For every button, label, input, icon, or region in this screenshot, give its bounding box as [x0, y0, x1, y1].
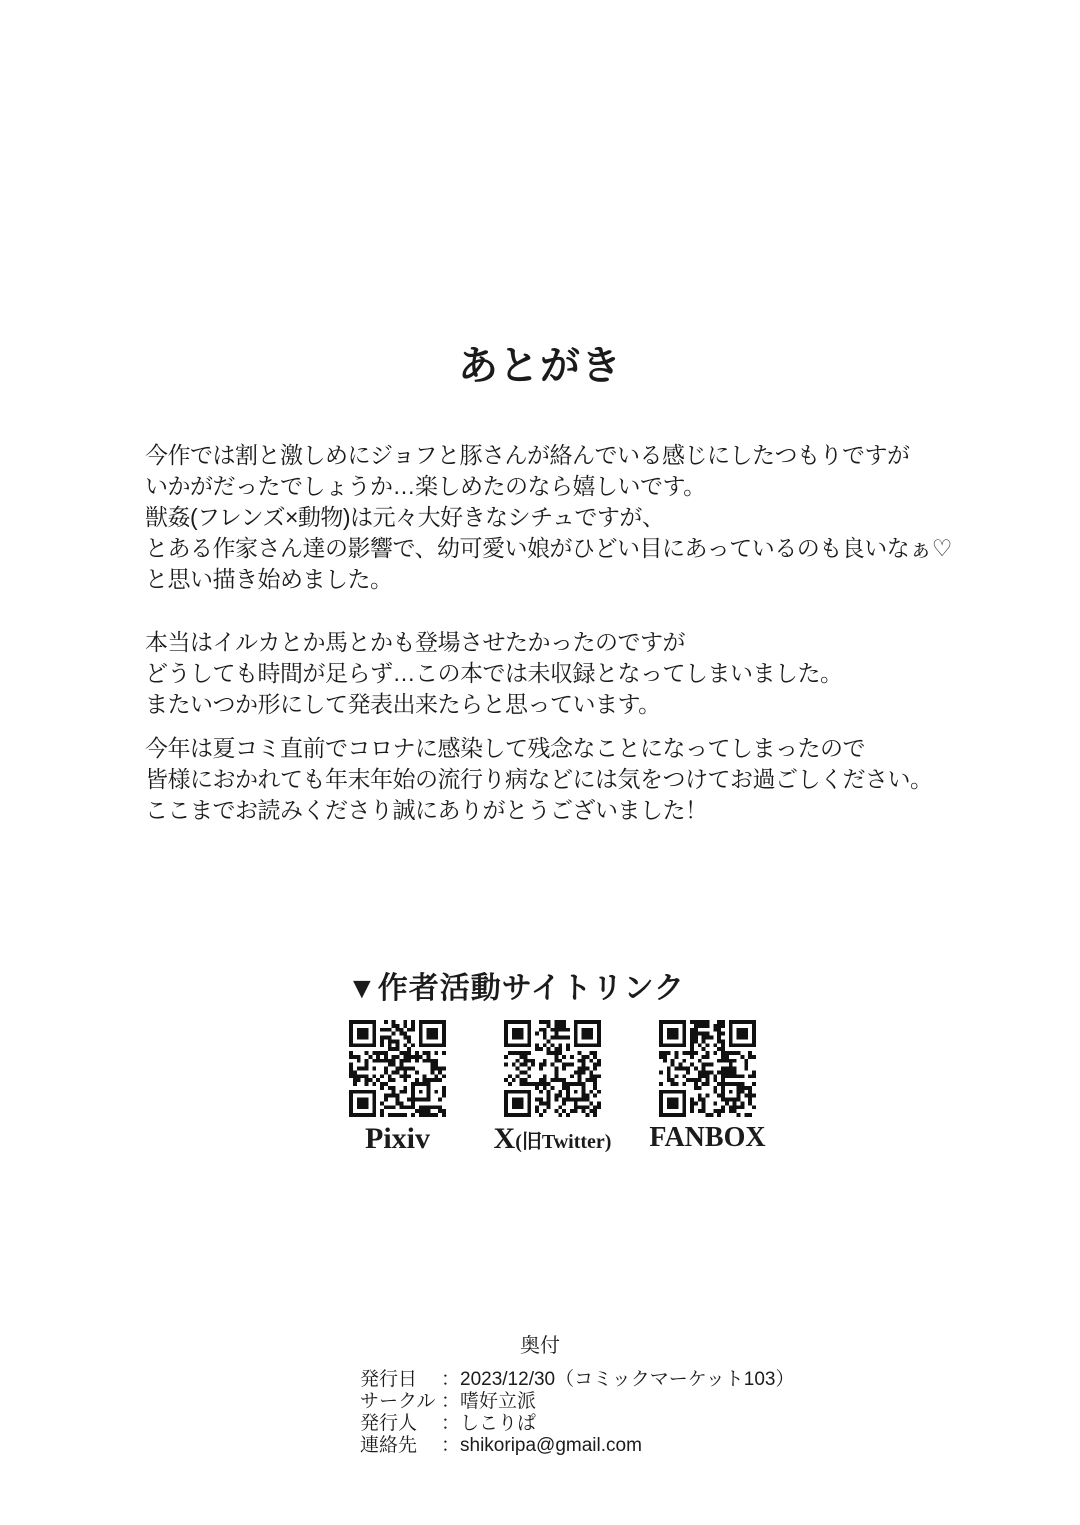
- text-line: とある作家さん達の影響で、幼可愛い娘がひどい目にあっているのも良いなぁ♡: [145, 535, 952, 561]
- colophon-value: shikoripa@gmail.com: [460, 1435, 642, 1456]
- qr-label-x-main: X: [493, 1122, 516, 1155]
- qr-label-x-sub: (旧Twitter): [515, 1131, 612, 1153]
- qr-code-icon: [504, 1020, 601, 1117]
- text-line: どうしても時間が足らず…この本では未収録となってしまいました。: [145, 660, 843, 686]
- text-line: と思い描き始めました。: [145, 566, 393, 592]
- colophon-row-contact: [360, 1435, 794, 1457]
- text-line: 獣姦(フレンズ×動物)は元々大好きなシチュですが、: [145, 504, 665, 530]
- text-line: 今年は夏コミ直前でコロナに感染して残念なことになってしまったので: [145, 735, 865, 761]
- text-line: 皆様におかれても年末年始の流行り病などには気をつけてお過ごしください。: [145, 766, 933, 792]
- qr-link-fanbox: [649, 1020, 766, 1153]
- text-line: ここまでお読みくださり誠にありがとうございました！: [145, 797, 708, 823]
- colophon-label: サークル: [360, 1391, 436, 1412]
- author-links-heading: ▼作者活動サイトリンク: [347, 972, 685, 1005]
- colophon-label: 発行人: [360, 1413, 418, 1434]
- colophon-label: 連絡先: [360, 1435, 418, 1456]
- colophon-separator: ：: [441, 1369, 461, 1390]
- afterword-paragraph-3: [145, 733, 933, 826]
- colophon-value: 2023/12/30（コミックマーケット103）: [460, 1369, 795, 1390]
- page-title: あとがき: [458, 344, 622, 388]
- text-line: またいつか形にして発表出来たらと思っています。: [145, 691, 661, 717]
- colophon-row-circle: [360, 1391, 794, 1413]
- qr-label-pixiv: Pixiv: [365, 1122, 430, 1155]
- qr-code-icon: [349, 1020, 446, 1117]
- colophon-separator: ：: [441, 1391, 461, 1412]
- qr-link-row: [349, 1020, 766, 1155]
- afterword-paragraph-1: [145, 440, 952, 595]
- qr-link-pixiv: [349, 1020, 446, 1154]
- colophon-value: しこりぱ: [460, 1413, 537, 1434]
- qr-label-x-twitter: [494, 1124, 612, 1154]
- qr-label-fanbox: FANBOX: [649, 1122, 766, 1153]
- colophon-row-publish-date: [360, 1369, 794, 1391]
- colophon-row-publisher: [360, 1413, 794, 1435]
- colophon-heading: 奥付: [520, 1335, 560, 1357]
- colophon-value: 嗜好立派: [460, 1391, 537, 1412]
- qr-code-icon: [659, 1020, 756, 1117]
- colophon-separator: ：: [441, 1413, 461, 1434]
- qr-link-x-twitter: [493, 1020, 612, 1155]
- colophon-label: 発行日: [360, 1369, 418, 1390]
- text-line: いかがだったでしょうか…楽しめたのなら嬉しいです。: [145, 473, 706, 499]
- afterword-paragraph-2: [145, 627, 843, 720]
- colophon: [360, 1369, 794, 1457]
- text-line: 今作では割と激しめにジョフと豚さんが絡んでいる感じにしたつもりですが: [145, 442, 910, 468]
- colophon-separator: ：: [441, 1435, 461, 1456]
- text-line: 本当はイルカとか馬とかも登場させたかったのですが: [145, 629, 685, 655]
